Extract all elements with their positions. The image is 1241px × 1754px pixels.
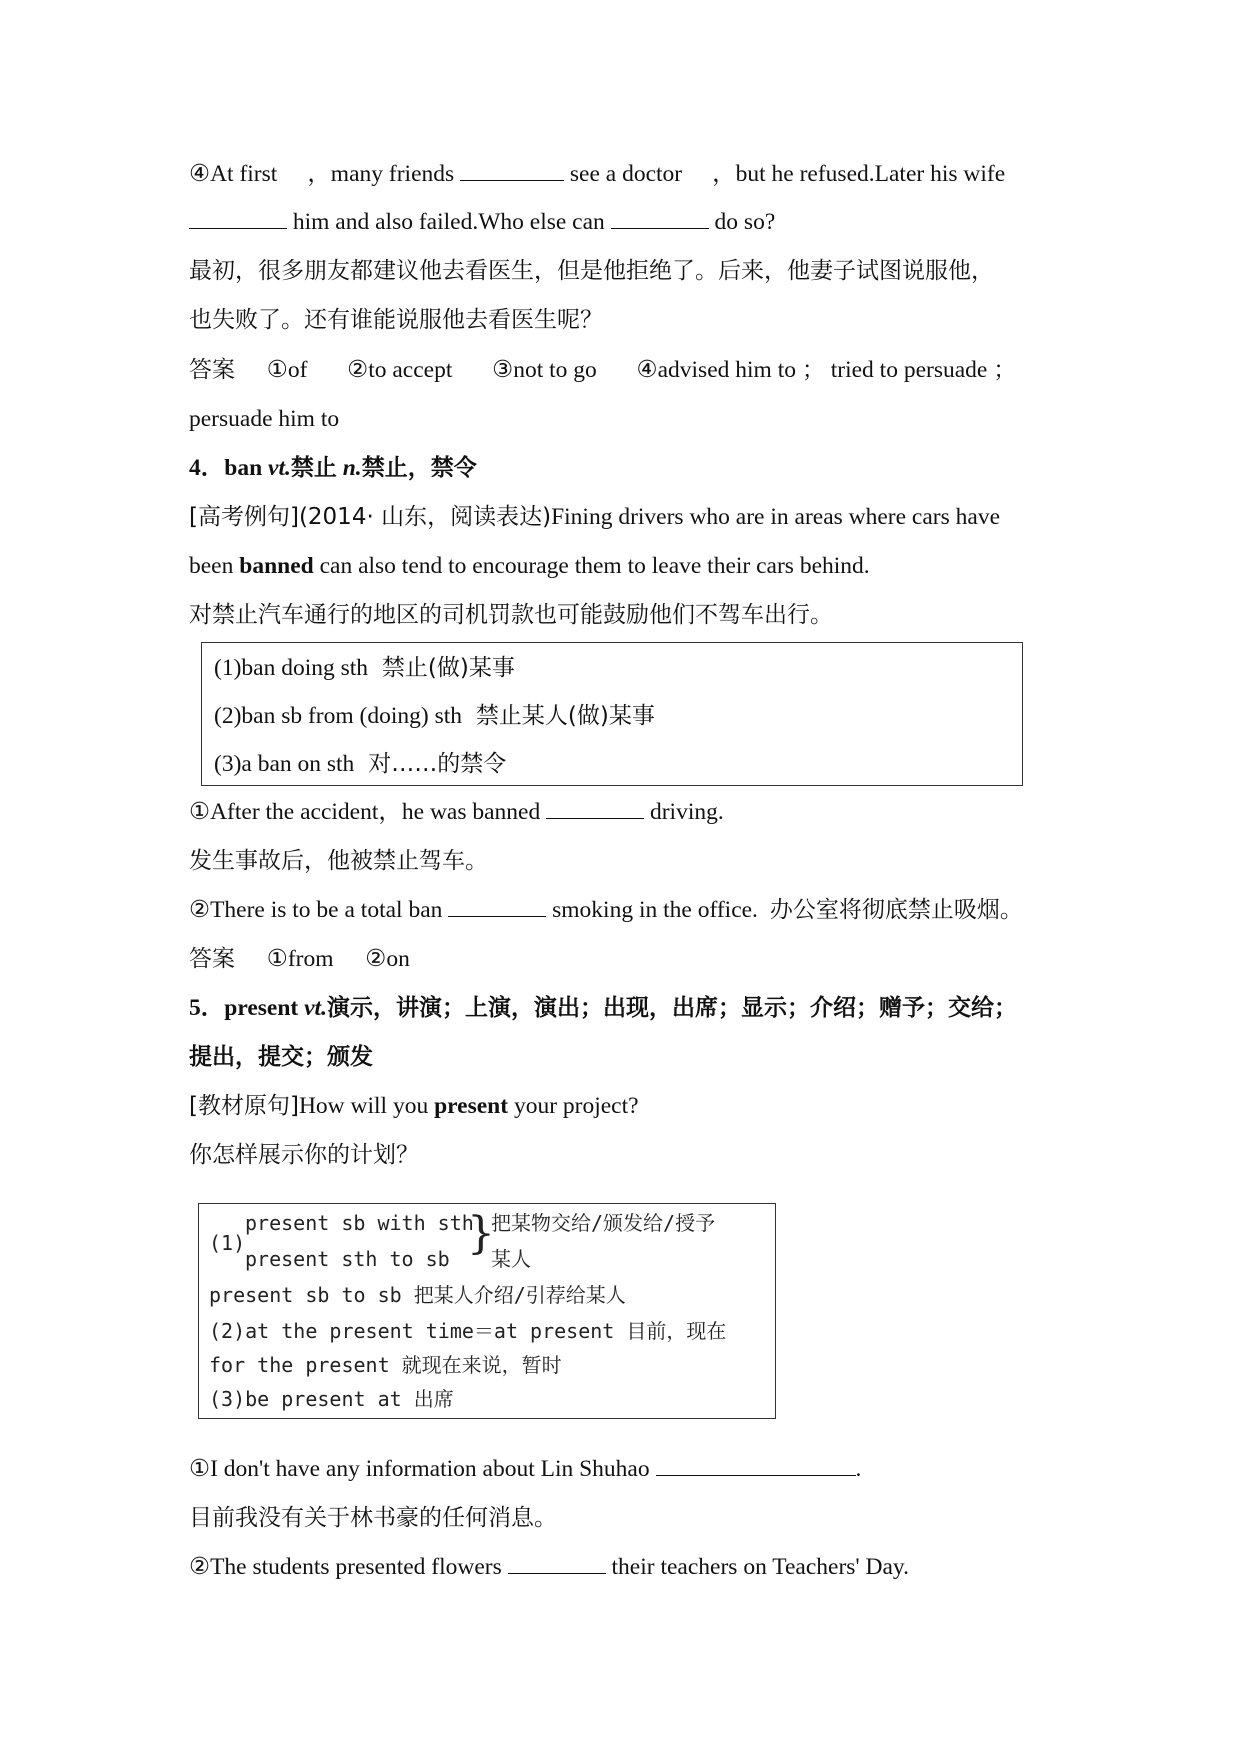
exercise-5-1 <box>189 1454 861 1484</box>
answer-blank[interactable] <box>189 210 287 229</box>
answer-blank[interactable] <box>656 1457 856 1476</box>
usage-box <box>201 642 1023 786</box>
section-4-heading <box>189 453 477 483</box>
usage-row: present sb to sb 把某人介绍/引荐给某人 <box>209 1283 626 1307</box>
usage-cn: 对……的禁令 <box>368 751 507 777</box>
usage-num: (1) <box>209 1231 246 1255</box>
usage-row: for the present 就现在来说，暂时 <box>209 1353 562 1377</box>
section-4-answer <box>189 944 410 974</box>
part-of-speech: vt. <box>304 995 327 1021</box>
text: him and also failed.Who else can <box>292 209 605 235</box>
q4-translation-1: 最初，很多朋友都建议他去看医生，但是他拒绝了。后来，他妻子试图说服他， <box>189 258 994 284</box>
answer-blank[interactable] <box>508 1555 606 1574</box>
answer-label: 答案 <box>189 357 235 383</box>
usage-cn: 把某物交给/颁发给/授予 <box>491 1211 716 1235</box>
answer: ②to accept <box>347 357 453 383</box>
example-text: How will you <box>298 1093 429 1119</box>
example-text: been <box>189 553 234 579</box>
usage-row <box>214 749 506 779</box>
exercise-text: smoking in the office. <box>552 897 758 923</box>
exercise-5-1-translation: 目前我没有关于林书豪的任何消息。 <box>189 1505 557 1531</box>
text: ，many friends <box>307 161 455 187</box>
example-tag: [高考例句](2014· 山东，阅读表达) <box>189 504 552 530</box>
separator: ； <box>801 357 825 383</box>
definition: 禁止 <box>290 455 337 481</box>
q4-translation-2: 也失败了。还有谁能说服他去看医生呢？ <box>189 307 603 333</box>
text: see a doctor <box>569 161 683 187</box>
exercise-1-translation: 发生事故后，他被禁止驾车。 <box>189 848 488 874</box>
exercise-text: driving. <box>649 799 724 825</box>
keyword: present <box>434 1093 509 1119</box>
textbook-sentence <box>189 1091 639 1121</box>
exercise-text: . <box>855 1456 862 1482</box>
answer-label: 答案 <box>189 946 235 972</box>
usage-row: present sb with sth <box>245 1211 474 1235</box>
answer-blank[interactable] <box>448 898 546 917</box>
usage-row: (3)be present at 出席 <box>209 1387 454 1411</box>
exercise-translation: 办公室将彻底禁止吸烟。 <box>769 897 1023 923</box>
exercise-5-2 <box>189 1552 909 1582</box>
usage-row <box>214 653 515 683</box>
usage-en: (1)ban doing sth <box>214 655 369 681</box>
example-text: your project? <box>513 1093 639 1119</box>
example-text: can also tend to encourage them to leave their cars behind. <box>319 553 870 579</box>
usage-cn: 禁止某人(做)某事 <box>475 703 655 729</box>
usage-row: present sth to sb <box>245 1247 450 1271</box>
example-line-2 <box>189 551 870 581</box>
section-number: 4． <box>189 455 225 481</box>
usage-row <box>214 701 655 731</box>
text: ④At first <box>189 161 278 187</box>
section-number: 5． <box>189 995 225 1021</box>
answer: ②on <box>365 946 410 972</box>
definition: 演示，讲演；上演，演出；出现，出席；显示；介绍；赠予；交给； <box>326 995 1017 1021</box>
example-text: Fining drivers who are in areas where cars have <box>551 504 1000 530</box>
brace-icon: } <box>467 1208 495 1259</box>
usage-en: (2)ban sb from (doing) sth <box>214 703 463 729</box>
separator: ； <box>993 357 1017 383</box>
part-of-speech: vt. <box>268 455 291 481</box>
q4-line-1 <box>189 159 1005 189</box>
part-of-speech: n. <box>342 455 362 481</box>
keyword: banned <box>239 553 314 579</box>
example-tag: [教材原句] <box>189 1093 299 1119</box>
headword: present <box>224 995 299 1021</box>
exercise-text: ①After the accident，he was banned <box>189 799 541 825</box>
example-translation: 对禁止汽车通行的地区的司机罚款也可能鼓励他们不驾车出行。 <box>189 602 833 628</box>
section-5-heading <box>189 993 1017 1023</box>
answer: ③not to go <box>492 357 597 383</box>
answer: ①from <box>266 946 334 972</box>
example-line-1 <box>189 502 1000 532</box>
headword: ban <box>224 455 263 481</box>
usage-cn: 某人 <box>491 1247 531 1271</box>
answer-line-2: persuade him to <box>189 406 340 432</box>
exercise-text: their teachers on Teachers' Day. <box>611 1554 910 1580</box>
text: do so? <box>714 209 776 235</box>
usage-en: (3)a ban on sth <box>214 751 355 777</box>
usage-box-present <box>198 1203 776 1419</box>
answer: ①of <box>266 357 308 383</box>
exercise-text: ②There is to be a total ban <box>189 897 443 923</box>
textbook-translation: 你怎样展示你的计划？ <box>189 1142 419 1168</box>
section-5-definition-2: 提出，提交；颁发 <box>189 1044 373 1070</box>
answer-blank[interactable] <box>460 162 564 181</box>
answer-line <box>189 355 1016 385</box>
exercise-1 <box>189 797 724 827</box>
exercise-text: ①I don't have any information about Lin Shuhao <box>189 1456 650 1482</box>
answer: tried to persuade <box>830 357 988 383</box>
exercise-2 <box>189 895 1023 925</box>
answer-blank[interactable] <box>546 800 644 819</box>
answer-blank[interactable] <box>611 210 709 229</box>
text: ，but he refused.Later his wife <box>712 161 1006 187</box>
answer: ④advised him to <box>636 357 796 383</box>
exercise-text: ②The students presented flowers <box>189 1554 502 1580</box>
q4-line-2 <box>189 207 775 237</box>
usage-row: (2)at the present time＝at present 目前，现在 <box>209 1319 727 1343</box>
definition: 禁止，禁令 <box>361 455 477 481</box>
usage-cn: 禁止(做)某事 <box>381 655 515 681</box>
